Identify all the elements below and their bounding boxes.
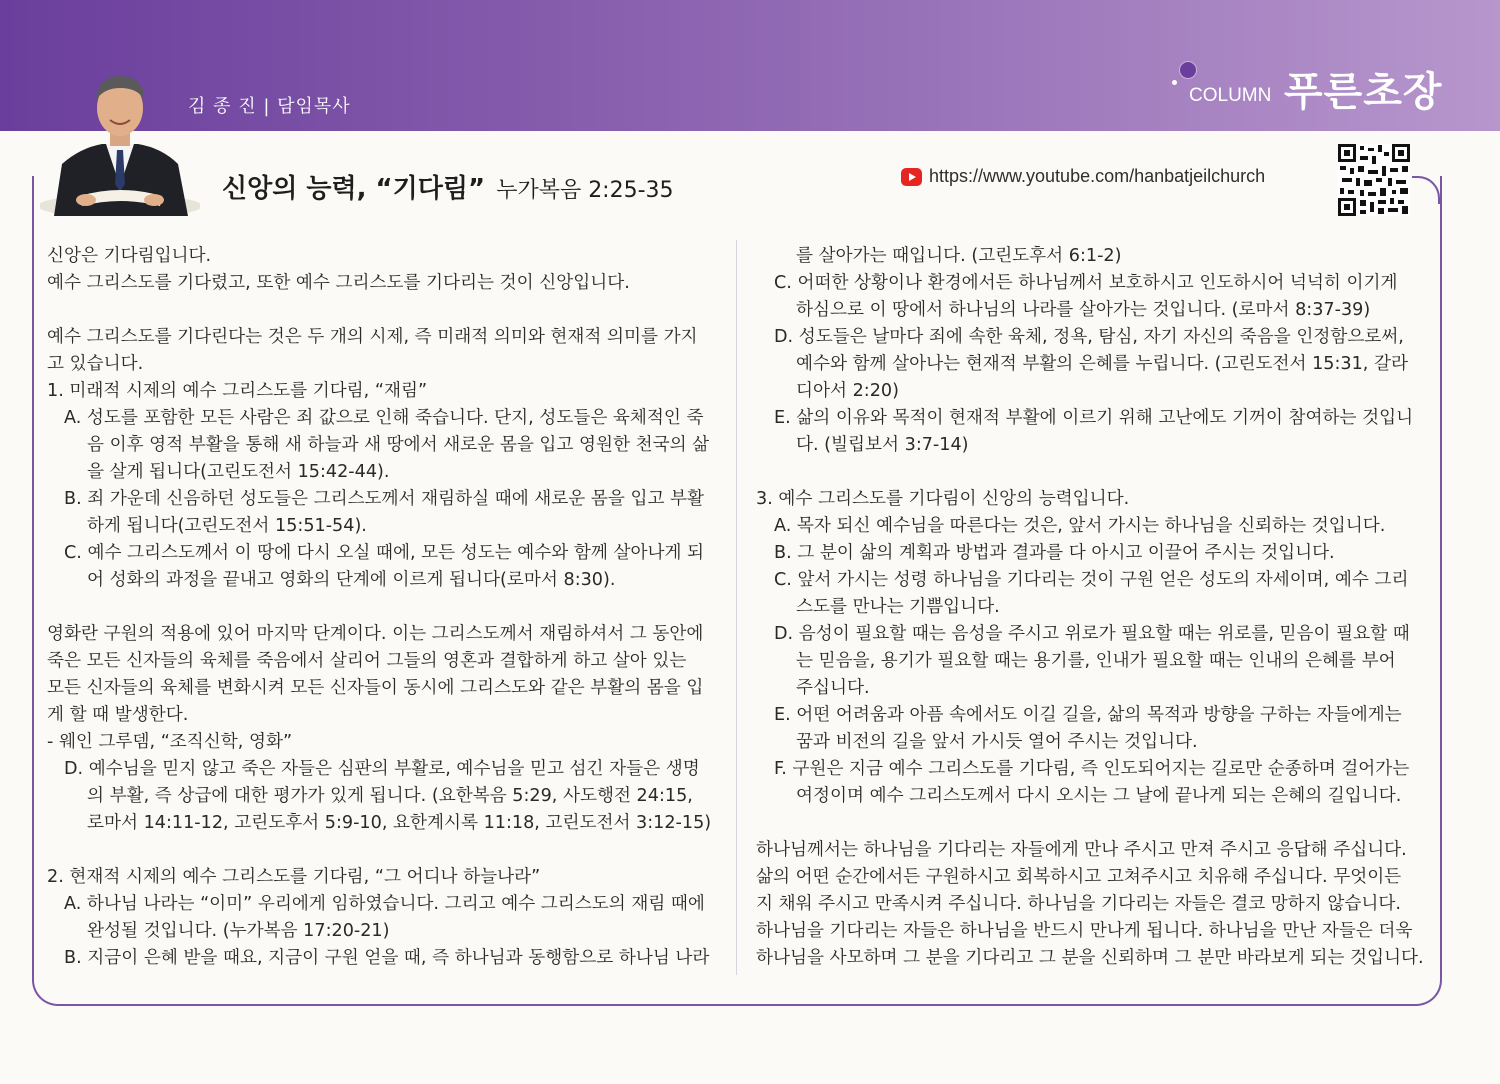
section-heading: 3. 예수 그리스도를 기다림이 신앙의 능력입니다. bbox=[756, 489, 1130, 509]
sermon-scripture: 누가복음 2:25-35 bbox=[496, 178, 674, 203]
list-item-cont: 주십니다. bbox=[796, 678, 870, 698]
body-line: 하나님을 사모하며 그 분을 기다리고 그 분을 신뢰하며 그 분만 바라보게 되는 것입니다. bbox=[756, 948, 1424, 968]
column-logo-dot bbox=[1179, 61, 1197, 79]
body-line: 신앙은 기다림입니다. bbox=[47, 246, 212, 266]
list-item: B. 죄 가운데 신음하던 성도들은 그리스도께서 재림하실 때에 새로운 몸을 입고 부활 bbox=[64, 489, 705, 509]
list-item-cont: 음 이후 영적 부활을 통해 새 하늘과 새 땅에서 새로운 몸을 입고 영원한 천국의 삶 bbox=[87, 435, 710, 455]
list-item-cont: 어 성화의 과정을 끝내고 영화의 단계에 이르게 됩니다(로마서 8:30). bbox=[87, 570, 616, 590]
body-line: 예수 그리스도를 기다렸고, 또한 예수 그리스도를 기다리는 것이 신앙입니다. bbox=[47, 273, 630, 293]
list-item: C. 앞서 가시는 성령 하나님을 기다리는 것이 구원 얻은 성도의 자세이며, 예수 그리 bbox=[774, 570, 1409, 590]
body-line: 지 채워 주시고 만족시켜 주십니다. 하나님을 기다리는 자들은 결코 망하지 않습니다. bbox=[756, 894, 1401, 914]
list-item: D. 음성이 필요할 때는 음성을 주시고 위로가 필요할 때는 위로를, 믿음이 필요할 때 bbox=[774, 624, 1410, 644]
list-item-cont: 여정이며 예수 그리스도께서 다시 오시는 그 날에 끝나게 되는 은혜의 길입니다. bbox=[796, 786, 1402, 806]
body-line: 죽은 모든 신자들의 육체를 죽음에서 살리어 그들의 영혼과 결합하게 하고 살아 있는 bbox=[47, 651, 687, 671]
list-item: B. 그 분이 삶의 계획과 방법과 결과를 다 아시고 이끌어 주시는 것입니다. bbox=[774, 543, 1335, 563]
list-item-cont: 하심으로 이 땅에서 하나님의 나라를 살아가는 것입니다. (로마서 8:37-39) bbox=[796, 300, 1371, 320]
pastor-photo bbox=[40, 66, 200, 216]
body-line: 고 있습니다. bbox=[47, 354, 144, 374]
list-item-cont: 를 살아가는 때입니다. (고린도후서 6:1-2) bbox=[796, 246, 1122, 266]
body-line: 삶의 어떤 순간에서든 구원하시고 회복하시고 고쳐주시고 치유해 주십니다. 무엇이든 bbox=[756, 867, 1402, 887]
body-line: 게 할 때 발생한다. bbox=[47, 705, 189, 725]
body-line: 하나님을 기다리는 자들은 하나님을 반드시 만나게 됩니다. 하나님을 만난 자들은 더욱 bbox=[756, 921, 1413, 941]
body-line: 예수 그리스도를 기다린다는 것은 두 개의 시제, 즉 미래적 의미와 현재적 의미를 가지 bbox=[47, 327, 698, 347]
qr-code[interactable] bbox=[1338, 144, 1410, 216]
list-item-cont: 디아서 2:20) bbox=[796, 381, 899, 401]
list-item: D. 성도들은 날마다 죄에 속한 육체, 정욕, 탐심, 자기 자신의 죽음을 인정함으로써, bbox=[774, 327, 1404, 347]
list-item-cont: 예수와 함께 살아나는 현재적 부활의 은혜를 누립니다. (고린도전서 15:31, 갈라 bbox=[796, 354, 1408, 374]
list-item-cont: 다. (빌립보서 3:7-14) bbox=[796, 435, 969, 455]
list-item: C. 예수 그리스도께서 이 땅에 다시 오실 때에, 모든 성도는 예수와 함께 살아나게 되 bbox=[64, 543, 705, 563]
left-column bbox=[47, 243, 717, 972]
author-name: 김 종 진 | 담임목사 bbox=[188, 96, 351, 117]
list-item-cont: 의 부활, 즉 상급에 대한 평가가 있게 됩니다. (요한복음 5:29, 사도행전 24:15, bbox=[87, 786, 693, 806]
list-item-cont: 꿈과 비전의 길을 앞서 가시듯 열어 주시는 것입니다. bbox=[796, 732, 1198, 752]
sermon-title: 신앙의 능력, “기다림” bbox=[222, 174, 486, 204]
quote-attribution: - 웨인 그루뎀, “조직신학, 영화” bbox=[47, 732, 293, 752]
column-label: COLUMN bbox=[1189, 85, 1272, 106]
column-title: 푸른초장 bbox=[1284, 69, 1443, 115]
list-item-cont: 하게 됩니다(고린도전서 15:51-54). bbox=[87, 516, 367, 536]
content-frame-corner bbox=[1412, 176, 1440, 204]
body-line: 하나님께서는 하나님을 기다리는 자들에게 만나 주시고 만져 주시고 응답해 주십니다. bbox=[756, 840, 1407, 860]
list-item: A. 목자 되신 예수님을 따른다는 것은, 앞서 가시는 하나님을 신뢰하는 것입니다. bbox=[774, 516, 1386, 536]
list-item: D. 예수님을 믿지 않고 죽은 자들은 심판의 부활로, 예수님을 믿고 섬긴 자들은 생명 bbox=[64, 759, 700, 779]
list-item: F. 구원은 지금 예수 그리스도를 기다림, 즉 인도되어지는 길로만 순종하며 걸어가는 bbox=[774, 759, 1410, 779]
list-item: A. 하나님 나라는 “이미” 우리에게 임하였습니다. 그리고 예수 그리스도의 재림 때에 bbox=[64, 894, 705, 914]
list-item: A. 성도를 포함한 모든 사람은 죄 값으로 인해 죽습니다. 단지, 성도들은 육체적인 죽 bbox=[64, 408, 704, 428]
list-item: E. 삶의 이유와 목적이 현재적 부활에 이르기 위해 고난에도 기꺼이 참여하는 것입니 bbox=[774, 408, 1414, 428]
right-column bbox=[756, 243, 1428, 972]
list-item: B. 지금이 은혜 받을 때요, 지금이 구원 얻을 때, 즉 하나님과 동행함으로 하나님 나라 bbox=[64, 948, 710, 968]
body-line: 영화란 구원의 적용에 있어 마지막 단계이다. 이는 그리스도께서 재림하셔서 그 동안에 bbox=[47, 624, 704, 644]
list-item-cont: 는 믿음을, 용기가 필요할 때는 용기를, 인내가 필요할 때는 인내의 은혜를 부어 bbox=[796, 651, 1396, 671]
section-heading: 2. 현재적 시제의 예수 그리스도를 기다림, “그 어디나 하늘나라” bbox=[47, 867, 541, 887]
list-item-cont: 을 살게 됩니다(고린도전서 15:42-44). bbox=[87, 462, 390, 482]
column-logo-dot-small bbox=[1172, 80, 1177, 85]
list-item: E. 어떤 어려움과 아픔 속에서도 이길 길을, 삶의 목적과 방향을 구하는 자들에게는 bbox=[774, 705, 1402, 725]
sermon-title-row bbox=[222, 168, 674, 205]
body-line: 모든 신자들의 육체를 변화시켜 모든 신자들이 동시에 그리스도와 같은 부활의 몸을 입 bbox=[47, 678, 704, 698]
list-item-cont: 완성될 것입니다. (누가복음 17:20-21) bbox=[87, 921, 390, 941]
section-heading: 1. 미래적 시제의 예수 그리스도를 기다림, “재림” bbox=[47, 381, 428, 401]
column-divider bbox=[736, 240, 737, 975]
list-item: C. 어떠한 상황이나 환경에서든 하나님께서 보호하시고 인도하시어 넉넉히 이기게 bbox=[774, 273, 1398, 293]
list-item-cont: 스도를 만나는 기쁨입니다. bbox=[796, 597, 1000, 617]
youtube-link[interactable]: https://www.youtube.com/hanbatjeilchurch bbox=[929, 166, 1266, 186]
list-item-cont: 로마서 14:11-12, 고린도후서 5:9-10, 요한계시록 11:18, 고린도전서 3:12-15) bbox=[87, 813, 712, 833]
youtube-icon bbox=[901, 167, 922, 187]
